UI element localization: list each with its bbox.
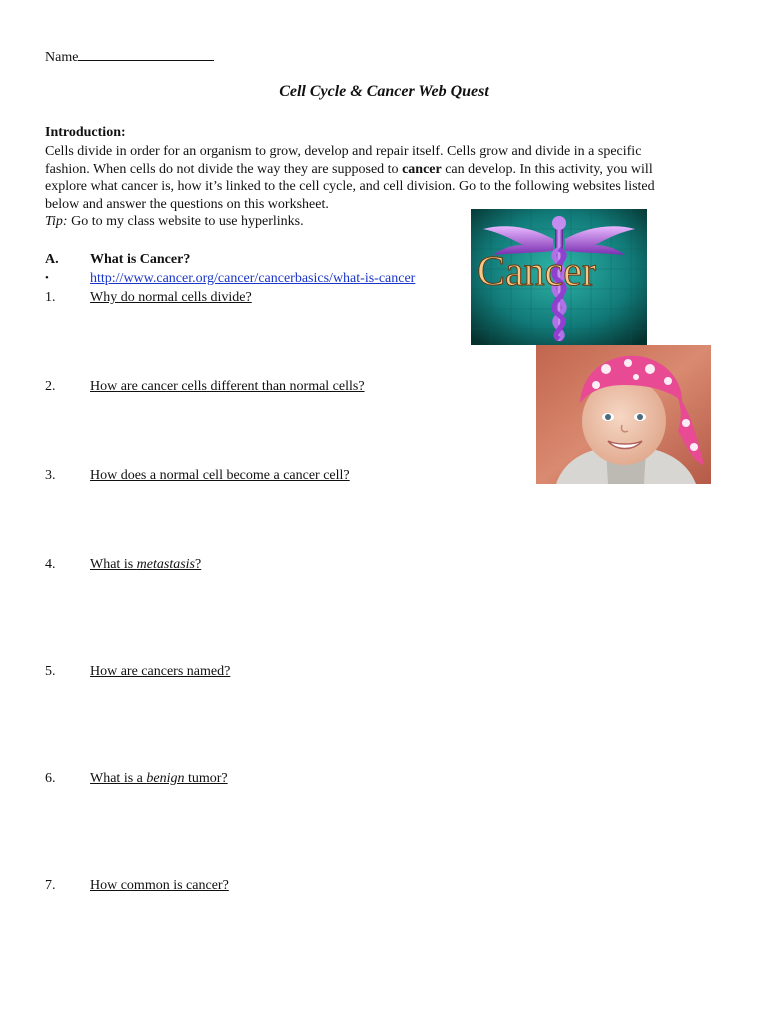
question-4-text-a: What is [90, 557, 137, 572]
intro-paragraph [45, 143, 707, 213]
question-6-text-a: What is a [90, 771, 147, 786]
question-5-text-a: How are cancers named? [90, 664, 231, 679]
question-7-number: 7. [45, 878, 56, 893]
intro-line-4: below and answer the questions on this worksheet. [45, 196, 329, 212]
question-6-text-c: tumor? [184, 771, 228, 786]
question-4-text-b: metastasis [136, 557, 195, 572]
question-6-text-b: benign [146, 771, 185, 786]
logo-word: Cancer [477, 249, 596, 295]
question-1-number: 1. [45, 290, 56, 305]
name-label: Name [45, 50, 79, 65]
question-4-text [90, 557, 201, 573]
question-1-text-a: Why do normal cells divide? [90, 290, 252, 305]
intro-line-3: explore what cancer is, how it’s linked to the cell cycle, and cell division. Go to the following websites listed [45, 179, 655, 195]
name-field[interactable] [45, 48, 214, 66]
section-letter: A. [45, 252, 59, 267]
question-1-text [90, 290, 252, 306]
intro-heading: Introduction: [45, 125, 126, 140]
question-6-text [90, 771, 228, 787]
question-3-text-a: How does a normal cell become a cancer cell? [90, 468, 350, 483]
tip-label: Tip: [45, 214, 68, 229]
question-4-text-c: ? [195, 557, 202, 572]
cancer-org-link[interactable]: http://www.cancer.org/cancer/cancerbasics/what-is-cancer [90, 271, 416, 286]
intro-line-1: Cells divide in order for an organism to grow, develop and repair itself. Cells grow and divide in a specific [45, 144, 642, 159]
intro-line-2 [45, 161, 707, 179]
question-7-text [90, 878, 229, 894]
cancer-logo-image [471, 209, 647, 345]
tip-line [45, 214, 304, 230]
name-blank-line[interactable] [78, 48, 214, 61]
tip-text: Go to my class website to use hyperlinks. [67, 214, 304, 229]
question-2-text [90, 379, 365, 395]
question-3-number: 3. [45, 468, 56, 483]
intro-line-2-start: fashion. When cells do not divide the way they are supposed to [45, 161, 403, 177]
question-7-text-a: How common is cancer? [90, 878, 229, 893]
question-5-text [90, 664, 230, 680]
question-2-number: 2. [45, 379, 56, 394]
page-title: Cell Cycle & Cancer Web Quest [279, 83, 489, 100]
intro-keyword-cancer: cancer [402, 161, 442, 177]
question-3-text [90, 468, 350, 484]
question-5-number: 5. [45, 664, 56, 679]
question-2-text-a: How are cancer cells different than normal cells? [90, 379, 365, 394]
child-headscarf-photo [536, 345, 711, 484]
section-title: What is Cancer? [90, 252, 191, 267]
child-photo [536, 345, 711, 484]
question-6-number: 6. [45, 771, 56, 786]
intro-line-2-end: can develop. In this activity, you will [441, 161, 653, 177]
caduceus-icon [471, 209, 647, 345]
question-4-number: 4. [45, 557, 56, 572]
bullet-icon: • [45, 272, 49, 284]
